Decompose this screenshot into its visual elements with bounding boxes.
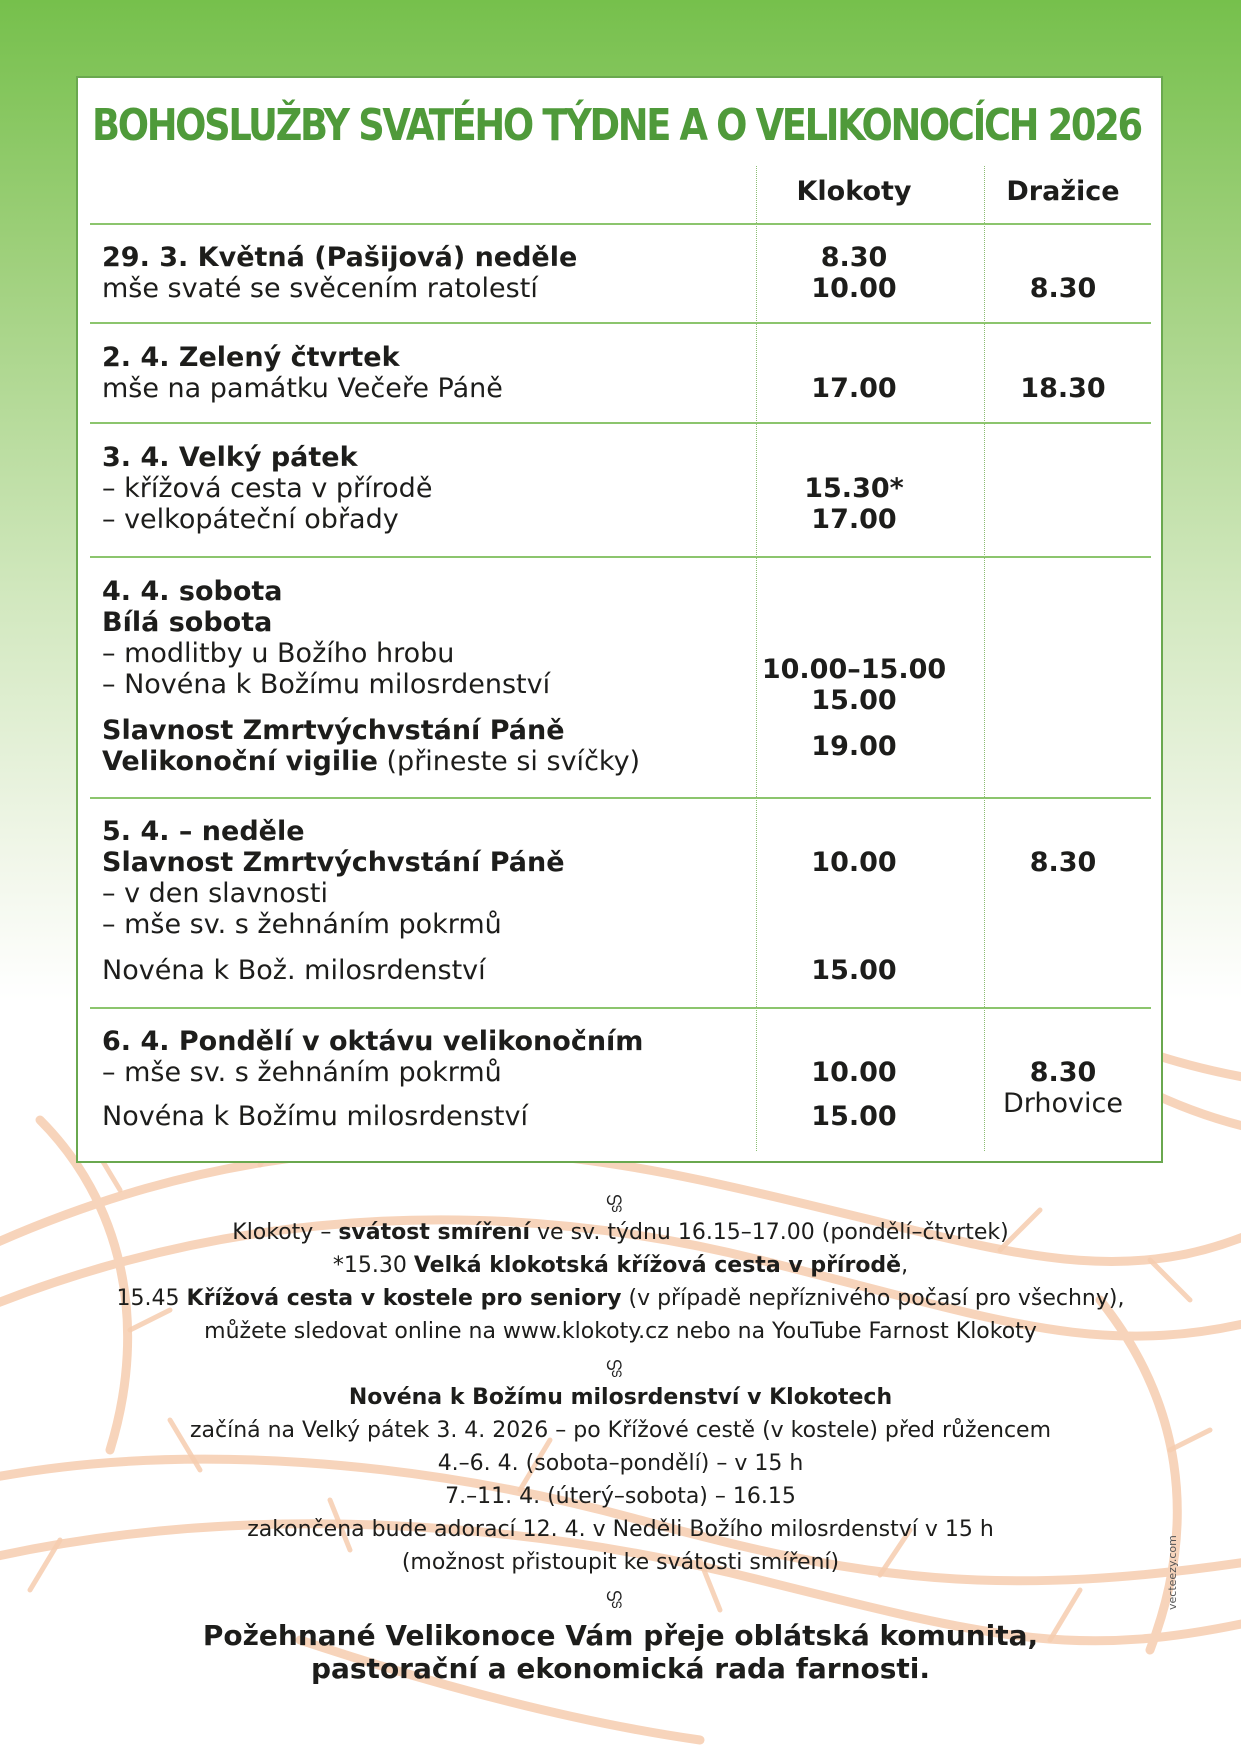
klokoty-times (758, 242, 950, 304)
event-description (102, 576, 640, 777)
event-detail: – mše sv. s žehnáním pokrmů (102, 909, 502, 940)
drazice-times (984, 273, 1142, 304)
note-line: 15.45 Křížová cesta v kostele pro seniory (v případě nepříznivého počasí pro všechny), (116, 1286, 1125, 1311)
event-detail: – křížová cesta v přírodě (102, 473, 433, 504)
event-description (102, 242, 577, 304)
time: 8.30 (1029, 273, 1097, 304)
note-line: 4.–6. 4. (sobota–pondělí) – v 15 h (437, 1451, 804, 1476)
time: 15.30* (804, 473, 904, 504)
row-divider (90, 797, 1151, 799)
time: 10.00 (811, 1057, 897, 1088)
time: 10.00–15.00 (761, 654, 947, 685)
event-subtitle: Slavnost Zmrtvýchvstání Páně (102, 847, 565, 878)
time: 15.00 (811, 1101, 897, 1132)
row-divider (90, 1007, 1151, 1009)
klokoty-times (758, 654, 950, 762)
event-title: 4. 4. sobota (102, 576, 283, 607)
time: 8.30 (1029, 1057, 1097, 1088)
note-line: (možnost přistoupit ke svátosti smíření) (401, 1550, 840, 1575)
klokoty-times (758, 473, 950, 535)
event-detail: mše na památku Večeře Páně (102, 373, 503, 404)
notes-section (0, 1183, 1241, 1612)
event-detail: – velkopáteční obřady (102, 504, 399, 535)
event-title: 6. 4. Pondělí v oktávu velikonočním (102, 1026, 644, 1057)
ornament-divider: ഗ്ഗ (605, 1354, 636, 1375)
row-divider (90, 422, 1151, 424)
event-description (102, 442, 432, 535)
time: 10.00 (811, 847, 897, 878)
event-detail: – modlitby u Božího hrobu (102, 638, 455, 669)
event-description (102, 342, 503, 404)
event-subtitle: Bílá sobota (102, 607, 273, 638)
ornament-divider: ഗ്ഗ (605, 1585, 636, 1606)
time: 8.30 (820, 242, 888, 273)
event-description (102, 1026, 643, 1132)
greeting-line: Požehnané Velikonoce Vám přeje oblátská komunita, (202, 1619, 1039, 1652)
event-subtitle: Slavnost Zmrtvýchvstání Páně (102, 715, 565, 746)
event-title: 5. 4. – neděle (102, 816, 305, 847)
event-detail: Novéna k Bož. milosrdenství (102, 955, 486, 986)
klokoty-times (758, 847, 950, 986)
row-divider (90, 556, 1151, 558)
event-title: 3. 4. Velký pátek (102, 442, 358, 473)
klokoty-times (758, 373, 950, 404)
time: 17.00 (811, 504, 897, 535)
note-line: zakončena bude adorací 12. 4. v Neděli Božího milosrdenství v 15 h (247, 1517, 994, 1542)
note-line: *15.30 Velká klokotská křížová cesta v přírodě, (332, 1253, 909, 1278)
row-divider (90, 322, 1151, 324)
location-note: Drhovice (1003, 1088, 1123, 1119)
note-heading: Novéna k Božímu milosrdenství v Klokotech (348, 1385, 893, 1410)
column-header-drazice: Dražice (1006, 176, 1120, 207)
event-description (102, 816, 565, 986)
time: 15.00 (811, 955, 897, 986)
event-title: 29. 3. Květná (Pašijová) neděle (102, 242, 578, 273)
row-divider (90, 223, 1151, 225)
time: 10.00 (811, 273, 897, 304)
event-detail: (přineste si svíčky) (377, 746, 641, 777)
time: 15.00 (811, 685, 897, 716)
note-line: můžete sledovat online na www.klokoty.cz nebo na YouTube Farnost Klokoty (204, 1319, 1037, 1344)
event-subtitle: Velikonoční vigilie (102, 746, 378, 777)
klokoty-times (758, 1057, 950, 1132)
drazice-times (984, 373, 1142, 404)
column-header-klokoty: Klokoty (796, 176, 912, 207)
time: 8.30 (1029, 847, 1097, 878)
image-credit: vecteezy.com (1166, 1535, 1179, 1610)
note-line: Klokoty – svátost smíření ve sv. týdnu 16.15–17.00 (pondělí–čtvrtek) (232, 1220, 1009, 1245)
note-line: 7.–11. 4. (úterý–sobota) – 16.15 (445, 1484, 796, 1509)
event-title: 2. 4. Zelený čtvrtek (102, 342, 400, 373)
time: 17.00 (811, 373, 897, 404)
column-divider (756, 166, 757, 1151)
page-title: BOHOSLUŽBY SVATÉHO TÝDNE A O VELIKONOCÍCH 2026 (92, 100, 1141, 151)
event-detail: Novéna k Božímu milosrdenství (102, 1101, 528, 1132)
column-divider (984, 166, 985, 1151)
event-detail: – Novéna k Božímu milosrdenství (102, 669, 551, 700)
drazice-times (984, 1057, 1142, 1119)
time: 19.00 (811, 731, 897, 762)
drazice-times (984, 847, 1142, 878)
time: 18.30 (1020, 373, 1106, 404)
closing-greeting (0, 1619, 1241, 1685)
event-detail: – mše sv. s žehnáním pokrmů (102, 1057, 502, 1088)
event-detail: – v den slavnosti (102, 878, 328, 909)
ornament-divider: ഗ്ഗ (605, 1189, 636, 1210)
event-detail: mše svaté se svěcením ratolestí (102, 273, 538, 304)
greeting-line: pastorační a ekonomická rada farnosti. (310, 1652, 931, 1685)
note-line: začíná na Velký pátek 3. 4. 2026 – po Křížové cestě (v kostele) před růžencem (189, 1418, 1052, 1443)
schedule-card (76, 76, 1163, 1163)
